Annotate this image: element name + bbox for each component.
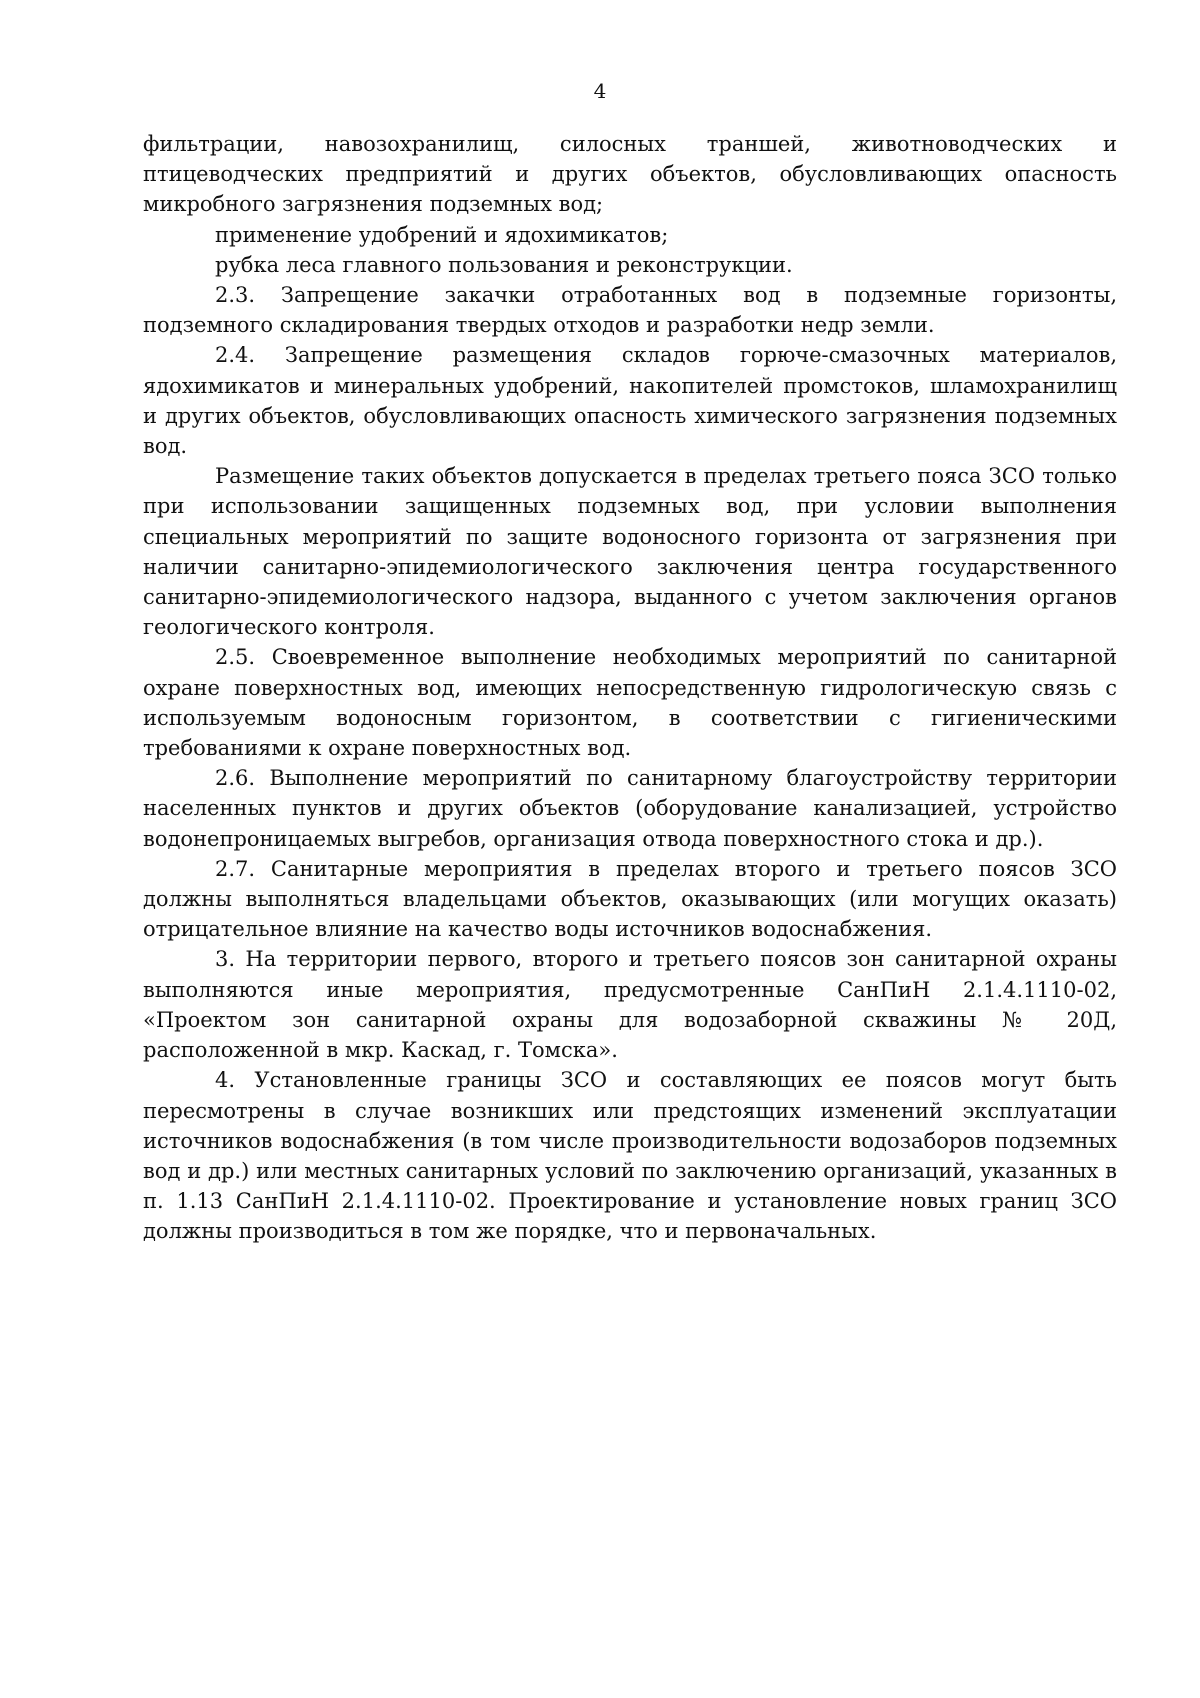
paragraph-2-5: 2.5. Своевременное выполнение необходимых мероприятий по санитарной охране поверхностных вод, имеющих непосредственную гидрологическую связь с используемым водоносным горизонтом, в соответствии с гигиеническими требованиями к охране поверхностных вод. bbox=[143, 645, 1117, 761]
paragraph-2-4: 2.4. Запрещение размещения складов горюче-смазочных материалов, ядохимикатов и минеральных удобрений, накопителей промстоков, шламохранилищ и других объектов, обусловливающих опасность химического загрязнения подземных вод. bbox=[143, 343, 1117, 459]
paragraph-2-7: 2.7. Санитарные мероприятия в пределах второго и третьего поясов ЗСО должны выполняться владельцами объектов, оказывающих (или могущих оказать) отрицательное влияние на качество воды источников водоснабжения. bbox=[143, 856, 1117, 942]
paragraph-fertilizers: применение удобрений и ядохимикатов; bbox=[215, 222, 669, 247]
page-number: 4 bbox=[593, 79, 607, 103]
paragraph-continuation: фильтрации, навозохранилищ, силосных траншей, животноводческих и птицеводческих предприятий и других объектов, обусловливающих опасность микробного загрязнения подземных вод; bbox=[143, 132, 1117, 217]
paragraph-2-6: 2.6. Выполнение мероприятий по санитарному благоустройству территории населенных пунктов и других объектов (оборудование канализацией, устройство водонепроницаемых выгребов, организация отвода поверхностного стока и др.). bbox=[143, 766, 1117, 851]
paragraph-3: 3. На территории первого, второго и третьего поясов зон санитарной охраны выполняются иные мероприятия, предусмотренные СанПиН 2.1.4.1110-02, «Проектом зон санитарной охраны для водозаборной скважины № 20Д, расположенной в мкр. Каскад, г. Томска». bbox=[143, 947, 1117, 1063]
paragraph-4: 4. Установленные границы ЗСО и составляющих ее поясов могут быть пересмотрены в случае возникших или предстоящих изменений эксплуатации источников водоснабжения (в том числе производительности водозаборов подземных вод и др.) или местных санитарных условий по заключению организаций, указанных в п. 1.13 СанПиН 2.1.4.1110-02. Проектирование и установление новых границ ЗСО должны производиться в том же порядке, что и первоначальных. bbox=[143, 1068, 1117, 1244]
paragraph-2-3: 2.3. Запрещение закачки отработанных вод в подземные горизонты, подземного складирования твердых отходов и разработки недр земли. bbox=[143, 283, 1117, 338]
document-body bbox=[143, 129, 1117, 1247]
paragraph-logging: рубка леса главного пользования и реконструкции. bbox=[215, 252, 793, 277]
paragraph-placement: Размещение таких объектов допускается в пределах третьего пояса ЗСО только при использовании защищенных подземных вод, при условии выполнения специальных мероприятий по защите водоносного горизонта от загрязнения при наличии санитарно-эпидемиологического заключения центра государственного санитарно-эпидемиологического надзора, выданного с учетом заключения органов геологического контроля. bbox=[143, 464, 1117, 640]
